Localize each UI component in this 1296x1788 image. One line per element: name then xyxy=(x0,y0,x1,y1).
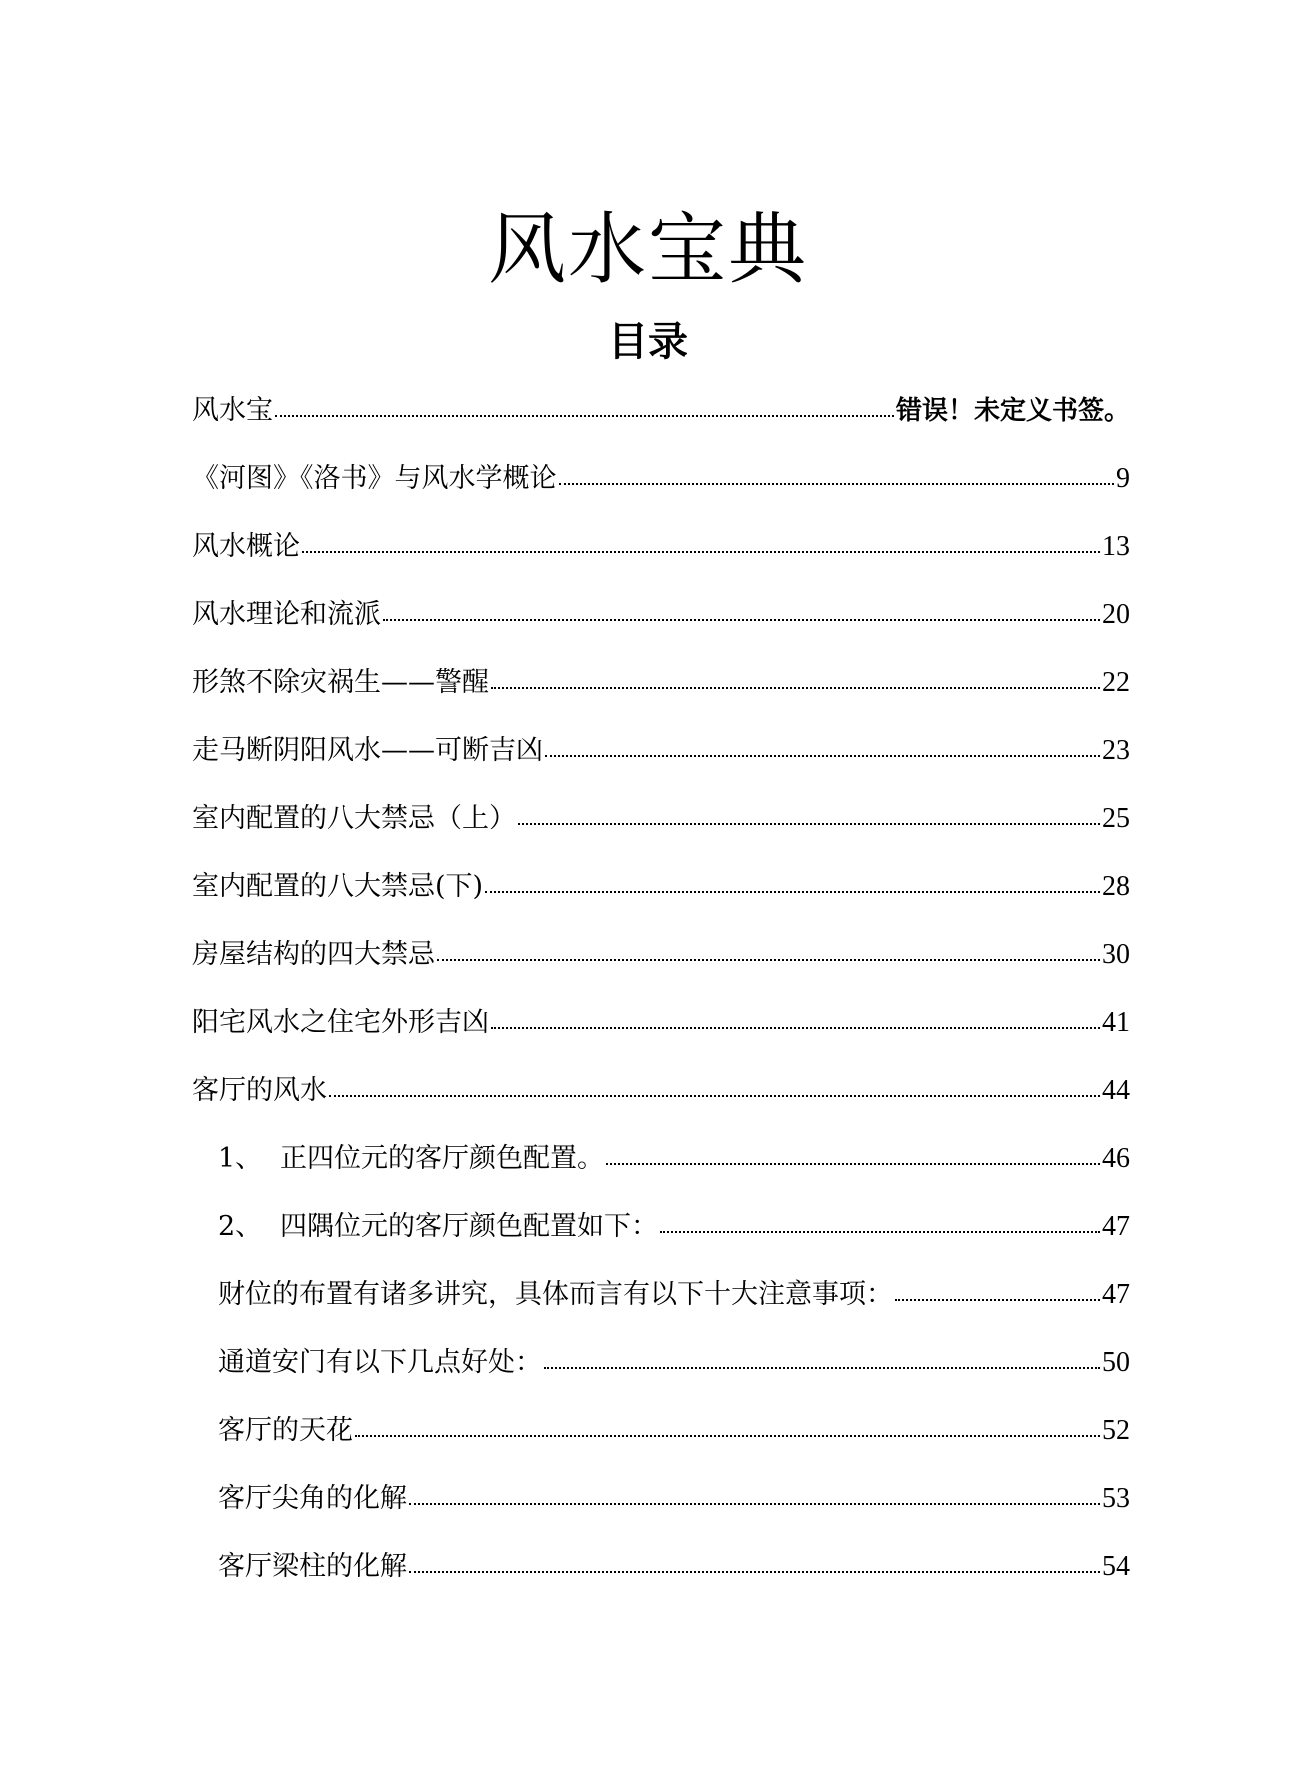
toc-entry[interactable] xyxy=(192,932,1130,1000)
toc-entry-title: 室内配置的八大禁忌（上） xyxy=(192,803,516,834)
toc-heading: 目录 xyxy=(608,319,688,365)
dot-leader xyxy=(491,667,1100,691)
toc-entry-title: 客厅梁柱的化解 xyxy=(218,1551,407,1582)
toc-entry-title: 四隅位元的客厅颜色配置如下： xyxy=(280,1211,658,1242)
toc-entry[interactable] xyxy=(192,592,1130,660)
toc-subentry[interactable] xyxy=(192,1204,1130,1272)
toc-entry[interactable] xyxy=(192,1000,1130,1068)
toc-entry-page: 22 xyxy=(1102,667,1130,698)
toc-entry[interactable] xyxy=(192,864,1130,932)
toc-entry[interactable] xyxy=(192,1068,1130,1136)
dot-leader xyxy=(275,395,894,419)
toc-entry-title: 通道安门有以下几点好处： xyxy=(218,1347,542,1378)
dot-leader xyxy=(491,1007,1100,1031)
toc-entry[interactable] xyxy=(192,660,1130,728)
toc-entry-page: 46 xyxy=(1102,1143,1130,1174)
toc-entry-page: 44 xyxy=(1102,1075,1130,1106)
dot-leader xyxy=(545,735,1100,759)
toc-entry-page: 9 xyxy=(1116,463,1130,494)
toc-subentry[interactable] xyxy=(192,1408,1130,1476)
dot-leader xyxy=(518,803,1100,827)
toc-entry-title: 客厅尖角的化解 xyxy=(218,1483,407,1514)
toc-entry-title: 风水宝 xyxy=(192,395,273,426)
toc-entry-title: 形煞不除灾祸生——警醒 xyxy=(192,667,489,698)
table-of-contents xyxy=(192,388,1130,1612)
toc-entry-title: 客厅的风水 xyxy=(192,1075,327,1106)
toc-entry[interactable] xyxy=(192,728,1130,796)
toc-entry[interactable] xyxy=(192,456,1130,524)
toc-subentry[interactable] xyxy=(192,1272,1130,1340)
toc-entry-title: 风水理论和流派 xyxy=(192,599,381,630)
toc-entry[interactable] xyxy=(192,388,1130,456)
toc-entry-title: 正四位元的客厅颜色配置。 xyxy=(280,1143,604,1174)
toc-subentry[interactable] xyxy=(192,1476,1130,1544)
toc-entry-page: 13 xyxy=(1102,531,1130,562)
toc-subentry[interactable] xyxy=(192,1544,1130,1612)
toc-subentry[interactable] xyxy=(192,1340,1130,1408)
toc-entry-title: 风水概论 xyxy=(192,531,300,562)
toc-entry-page: 47 xyxy=(1102,1279,1130,1310)
toc-entry-page: 25 xyxy=(1102,803,1130,834)
toc-entry-number: 2、 xyxy=(218,1211,263,1242)
dot-leader xyxy=(606,1143,1100,1167)
toc-entry-page: 53 xyxy=(1102,1483,1130,1514)
toc-entry-page: 41 xyxy=(1102,1007,1130,1038)
toc-entry-page: 50 xyxy=(1102,1347,1130,1378)
toc-entry[interactable] xyxy=(192,796,1130,864)
toc-entry-title: 财位的布置有诸多讲究，具体而言有以下十大注意事项： xyxy=(218,1279,893,1310)
toc-entry-page: 30 xyxy=(1102,939,1130,970)
dot-leader xyxy=(302,531,1100,555)
dot-leader xyxy=(895,1279,1100,1303)
toc-entry-page: 52 xyxy=(1102,1415,1130,1446)
toc-entry-page: 54 xyxy=(1102,1551,1130,1582)
dot-leader xyxy=(329,1075,1100,1099)
dot-leader xyxy=(660,1211,1100,1235)
toc-entry-title: 《河图》《洛书》与风水学概论 xyxy=(192,463,557,494)
toc-entry-page: 20 xyxy=(1102,599,1130,630)
dot-leader xyxy=(409,1483,1100,1507)
document-title: 风水宝典 xyxy=(487,205,808,295)
toc-entry-title: 房屋结构的四大禁忌 xyxy=(192,939,435,970)
toc-entry-title: 客厅的天花 xyxy=(218,1415,353,1446)
toc-entry[interactable] xyxy=(192,524,1130,592)
toc-entry-title: 走马断阴阳风水——可断吉凶 xyxy=(192,735,543,766)
toc-entry-page: 23 xyxy=(1102,735,1130,766)
dot-leader xyxy=(383,599,1100,623)
dot-leader xyxy=(485,871,1100,895)
dot-leader xyxy=(559,463,1115,487)
toc-entry-page: 28 xyxy=(1102,871,1130,902)
toc-entry-page-error: 错误！未定义书签。 xyxy=(895,396,1130,426)
toc-entry-number: 1、 xyxy=(218,1143,263,1174)
dot-leader xyxy=(409,1551,1100,1575)
toc-subentry[interactable] xyxy=(192,1136,1130,1204)
dot-leader xyxy=(437,939,1100,963)
toc-entry-page: 47 xyxy=(1102,1211,1130,1242)
dot-leader xyxy=(355,1415,1100,1439)
toc-entry-title: 室内配置的八大禁忌(下) xyxy=(192,871,484,902)
dot-leader xyxy=(544,1347,1100,1371)
toc-entry-title: 阳宅风水之住宅外形吉凶 xyxy=(192,1007,489,1038)
